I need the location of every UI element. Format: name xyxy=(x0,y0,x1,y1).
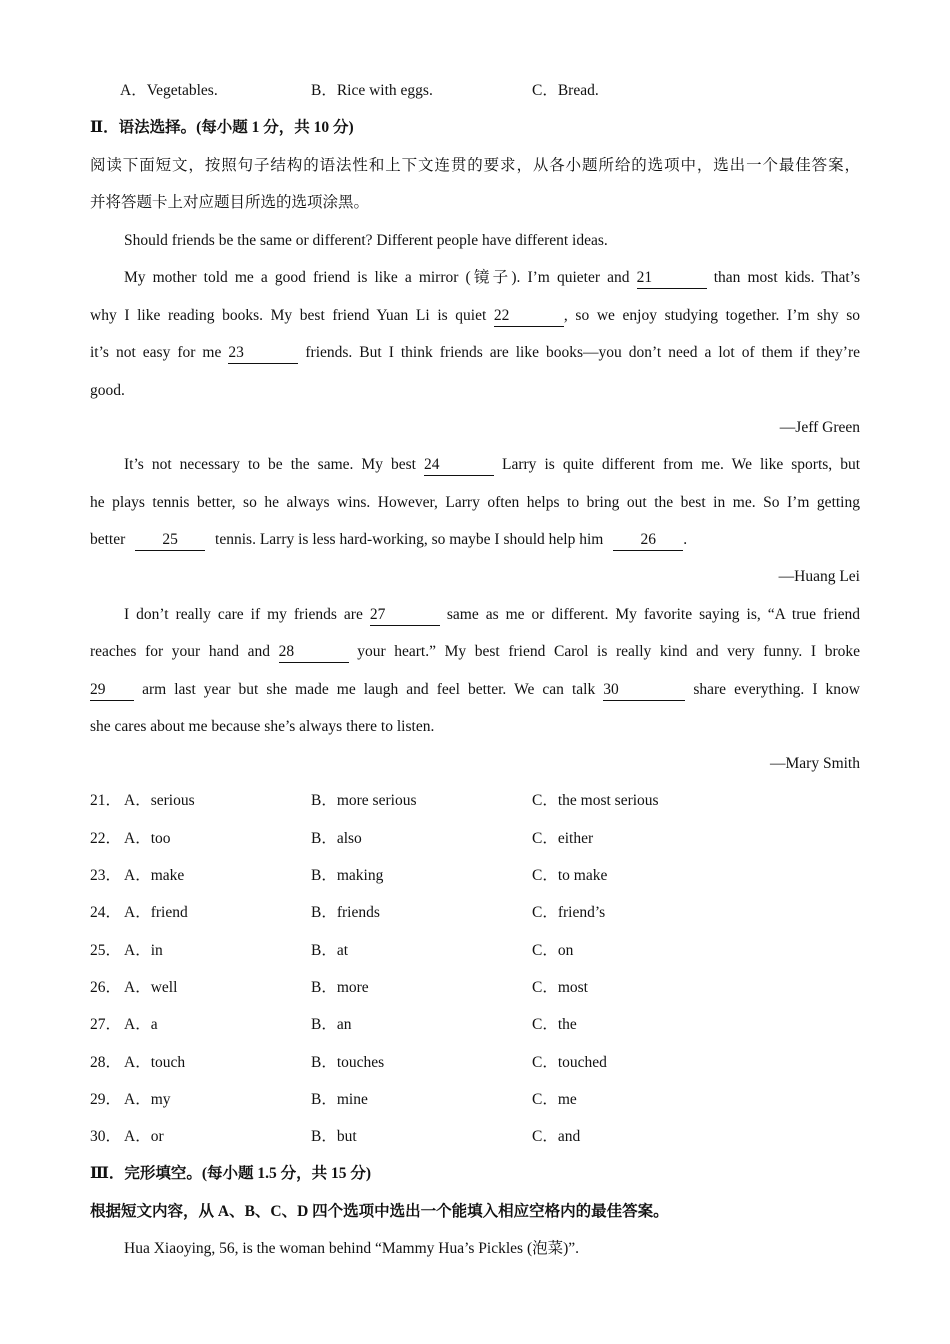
question-21 xyxy=(90,789,860,813)
text: than most kids. That’s xyxy=(713,269,861,286)
question-number: 24． xyxy=(90,904,122,921)
text: , so we enjoy studying together. I’m shy so xyxy=(563,307,860,324)
question-number: 28． xyxy=(90,1054,122,1071)
author-huang-lei: —Huang Lei xyxy=(778,568,860,585)
text: It’s not necessary to be the same. My best xyxy=(124,456,416,473)
option-b: B．at xyxy=(311,942,349,959)
option-a: A．make xyxy=(124,867,185,884)
text: better xyxy=(90,531,126,548)
option-c: C．the most serious xyxy=(532,792,659,809)
option-b: B．Rice with eggs. xyxy=(311,82,433,99)
text: . xyxy=(683,531,688,548)
option-a: A．touch xyxy=(124,1054,186,1071)
blank-21: 21 xyxy=(637,269,707,289)
text: arm last year but she made me laugh and feel better. We can talk xyxy=(142,681,596,698)
option-b: B．more xyxy=(311,979,369,996)
question-25 xyxy=(90,939,860,963)
question-number: 22． xyxy=(90,830,122,847)
option-b: B．but xyxy=(311,1128,357,1145)
question-24 xyxy=(90,901,860,925)
option-a: A．too xyxy=(124,830,171,847)
option-b: B．also xyxy=(311,830,362,847)
blank-22: 22 xyxy=(494,307,564,327)
option-a: A．my xyxy=(124,1091,171,1108)
question-22 xyxy=(90,827,860,851)
option-c: C．me xyxy=(532,1091,577,1108)
text: it’s not easy for me xyxy=(90,344,222,361)
question-number: 29． xyxy=(90,1091,122,1108)
author-jeff-green: —Jeff Green xyxy=(779,419,860,436)
text: why I like reading books. My best friend Yuan Li is quiet xyxy=(90,307,487,324)
p1-line-3 xyxy=(90,341,860,365)
option-a: A．serious xyxy=(124,792,195,809)
question-27 xyxy=(90,1013,860,1037)
option-c: C．touched xyxy=(532,1054,607,1071)
option-b: B．more serious xyxy=(311,792,417,809)
option-c: C．most xyxy=(532,979,588,996)
text: your heart.” My best friend Carol is really kind and very funny. I broke xyxy=(357,643,860,660)
option-a: A．friend xyxy=(124,904,188,921)
text: My mother told me a good friend is like a mirror (镜子). I’m quieter and xyxy=(124,269,630,286)
blank-23: 23 xyxy=(228,344,298,364)
option-b: B．touches xyxy=(311,1054,385,1071)
blank-27: 27 xyxy=(370,606,440,626)
question-number: 25． xyxy=(90,942,122,959)
text: same as me or different. My favorite saying is, “A true friend xyxy=(446,606,861,623)
text: reaches for your hand and xyxy=(90,643,270,660)
section3-heading: Ⅲ．完形填空。(每小题 1.5 分，共 15 分) xyxy=(90,1165,372,1182)
blank-29: 29 xyxy=(90,681,134,701)
text: Larry is quite different from me. We like sports, but xyxy=(502,456,861,473)
p3-line-1 xyxy=(124,603,860,627)
passage-intro: Should friends be the same or different? Different people have different ideas. xyxy=(124,232,608,249)
question-number: 26． xyxy=(90,979,122,996)
option-c: C．Bread. xyxy=(532,82,599,99)
question-26 xyxy=(90,976,860,1000)
p2-line-2: he plays tennis better, so he always wins. However, Larry often helps to bring out the best in me. So I’m getting xyxy=(90,494,860,511)
option-c: C．to make xyxy=(532,867,608,884)
blank-28: 28 xyxy=(279,643,349,663)
section2-instruction-1: 阅读下面短文，按照句子结构的语法性和上下文连贯的要求，从各小题所给的选项中，选出一个最佳答案， xyxy=(90,157,860,174)
p1-line-2 xyxy=(90,304,860,328)
question-number: 21． xyxy=(90,792,122,809)
section3-first-line: Hua Xiaoying, 56, is the woman behind “Mammy Hua’s Pickles (泡菜)”. xyxy=(124,1240,580,1257)
option-a: A．well xyxy=(124,979,178,996)
option-b: B．making xyxy=(311,867,384,884)
p2-line-3 xyxy=(90,528,860,552)
author-mary-smith: —Mary Smith xyxy=(770,755,860,772)
option-a: A．or xyxy=(124,1128,164,1145)
blank-24: 24 xyxy=(424,456,494,476)
option-a: A．Vegetables. xyxy=(120,82,218,99)
blank-30: 30 xyxy=(603,681,685,701)
text: I don’t really care if my friends are xyxy=(124,606,363,623)
p3-line-4: she cares about me because she’s always there to listen. xyxy=(90,718,435,735)
p2-line-1 xyxy=(124,453,860,477)
option-b: B．an xyxy=(311,1016,352,1033)
p3-line-3 xyxy=(90,678,860,702)
option-b: B．friends xyxy=(311,904,380,921)
section2-instruction-2: 并将答题卡上对应题目所选的选项涂黑。 xyxy=(90,194,370,211)
option-c: C．friend’s xyxy=(532,904,606,921)
section2-heading: Ⅱ．语法选择。(每小题 1 分，共 10 分) xyxy=(90,119,354,136)
option-c: C．on xyxy=(532,942,574,959)
question-29 xyxy=(90,1088,860,1112)
p3-line-2 xyxy=(90,640,860,664)
section3-instruction: 根据短文内容，从 A、B、C、D 四个选项中选出一个能填入相应空格内的最佳答案。 xyxy=(90,1203,669,1220)
blank-25: 25 xyxy=(135,531,205,551)
prev-question-options xyxy=(90,79,860,103)
option-a: A．in xyxy=(124,942,163,959)
text: friends. But I think friends are like books—you don’t need a lot of them if they’re xyxy=(305,344,861,361)
text: share everything. I know xyxy=(693,681,860,698)
question-number: 23． xyxy=(90,867,122,884)
option-a: A．a xyxy=(124,1016,158,1033)
question-number: 27． xyxy=(90,1016,122,1033)
p1-line-4: good. xyxy=(90,382,125,399)
text: tennis. Larry is less hard-working, so maybe I should help him xyxy=(215,531,604,548)
question-23 xyxy=(90,864,860,888)
p1-line-1 xyxy=(124,266,860,290)
question-28 xyxy=(90,1051,860,1075)
question-number: 30． xyxy=(90,1128,122,1145)
option-c: C．either xyxy=(532,830,594,847)
option-b: B．mine xyxy=(311,1091,368,1108)
option-c: C．and xyxy=(532,1128,581,1145)
option-c: C．the xyxy=(532,1016,577,1033)
blank-26: 26 xyxy=(613,531,683,551)
question-30 xyxy=(90,1125,860,1149)
